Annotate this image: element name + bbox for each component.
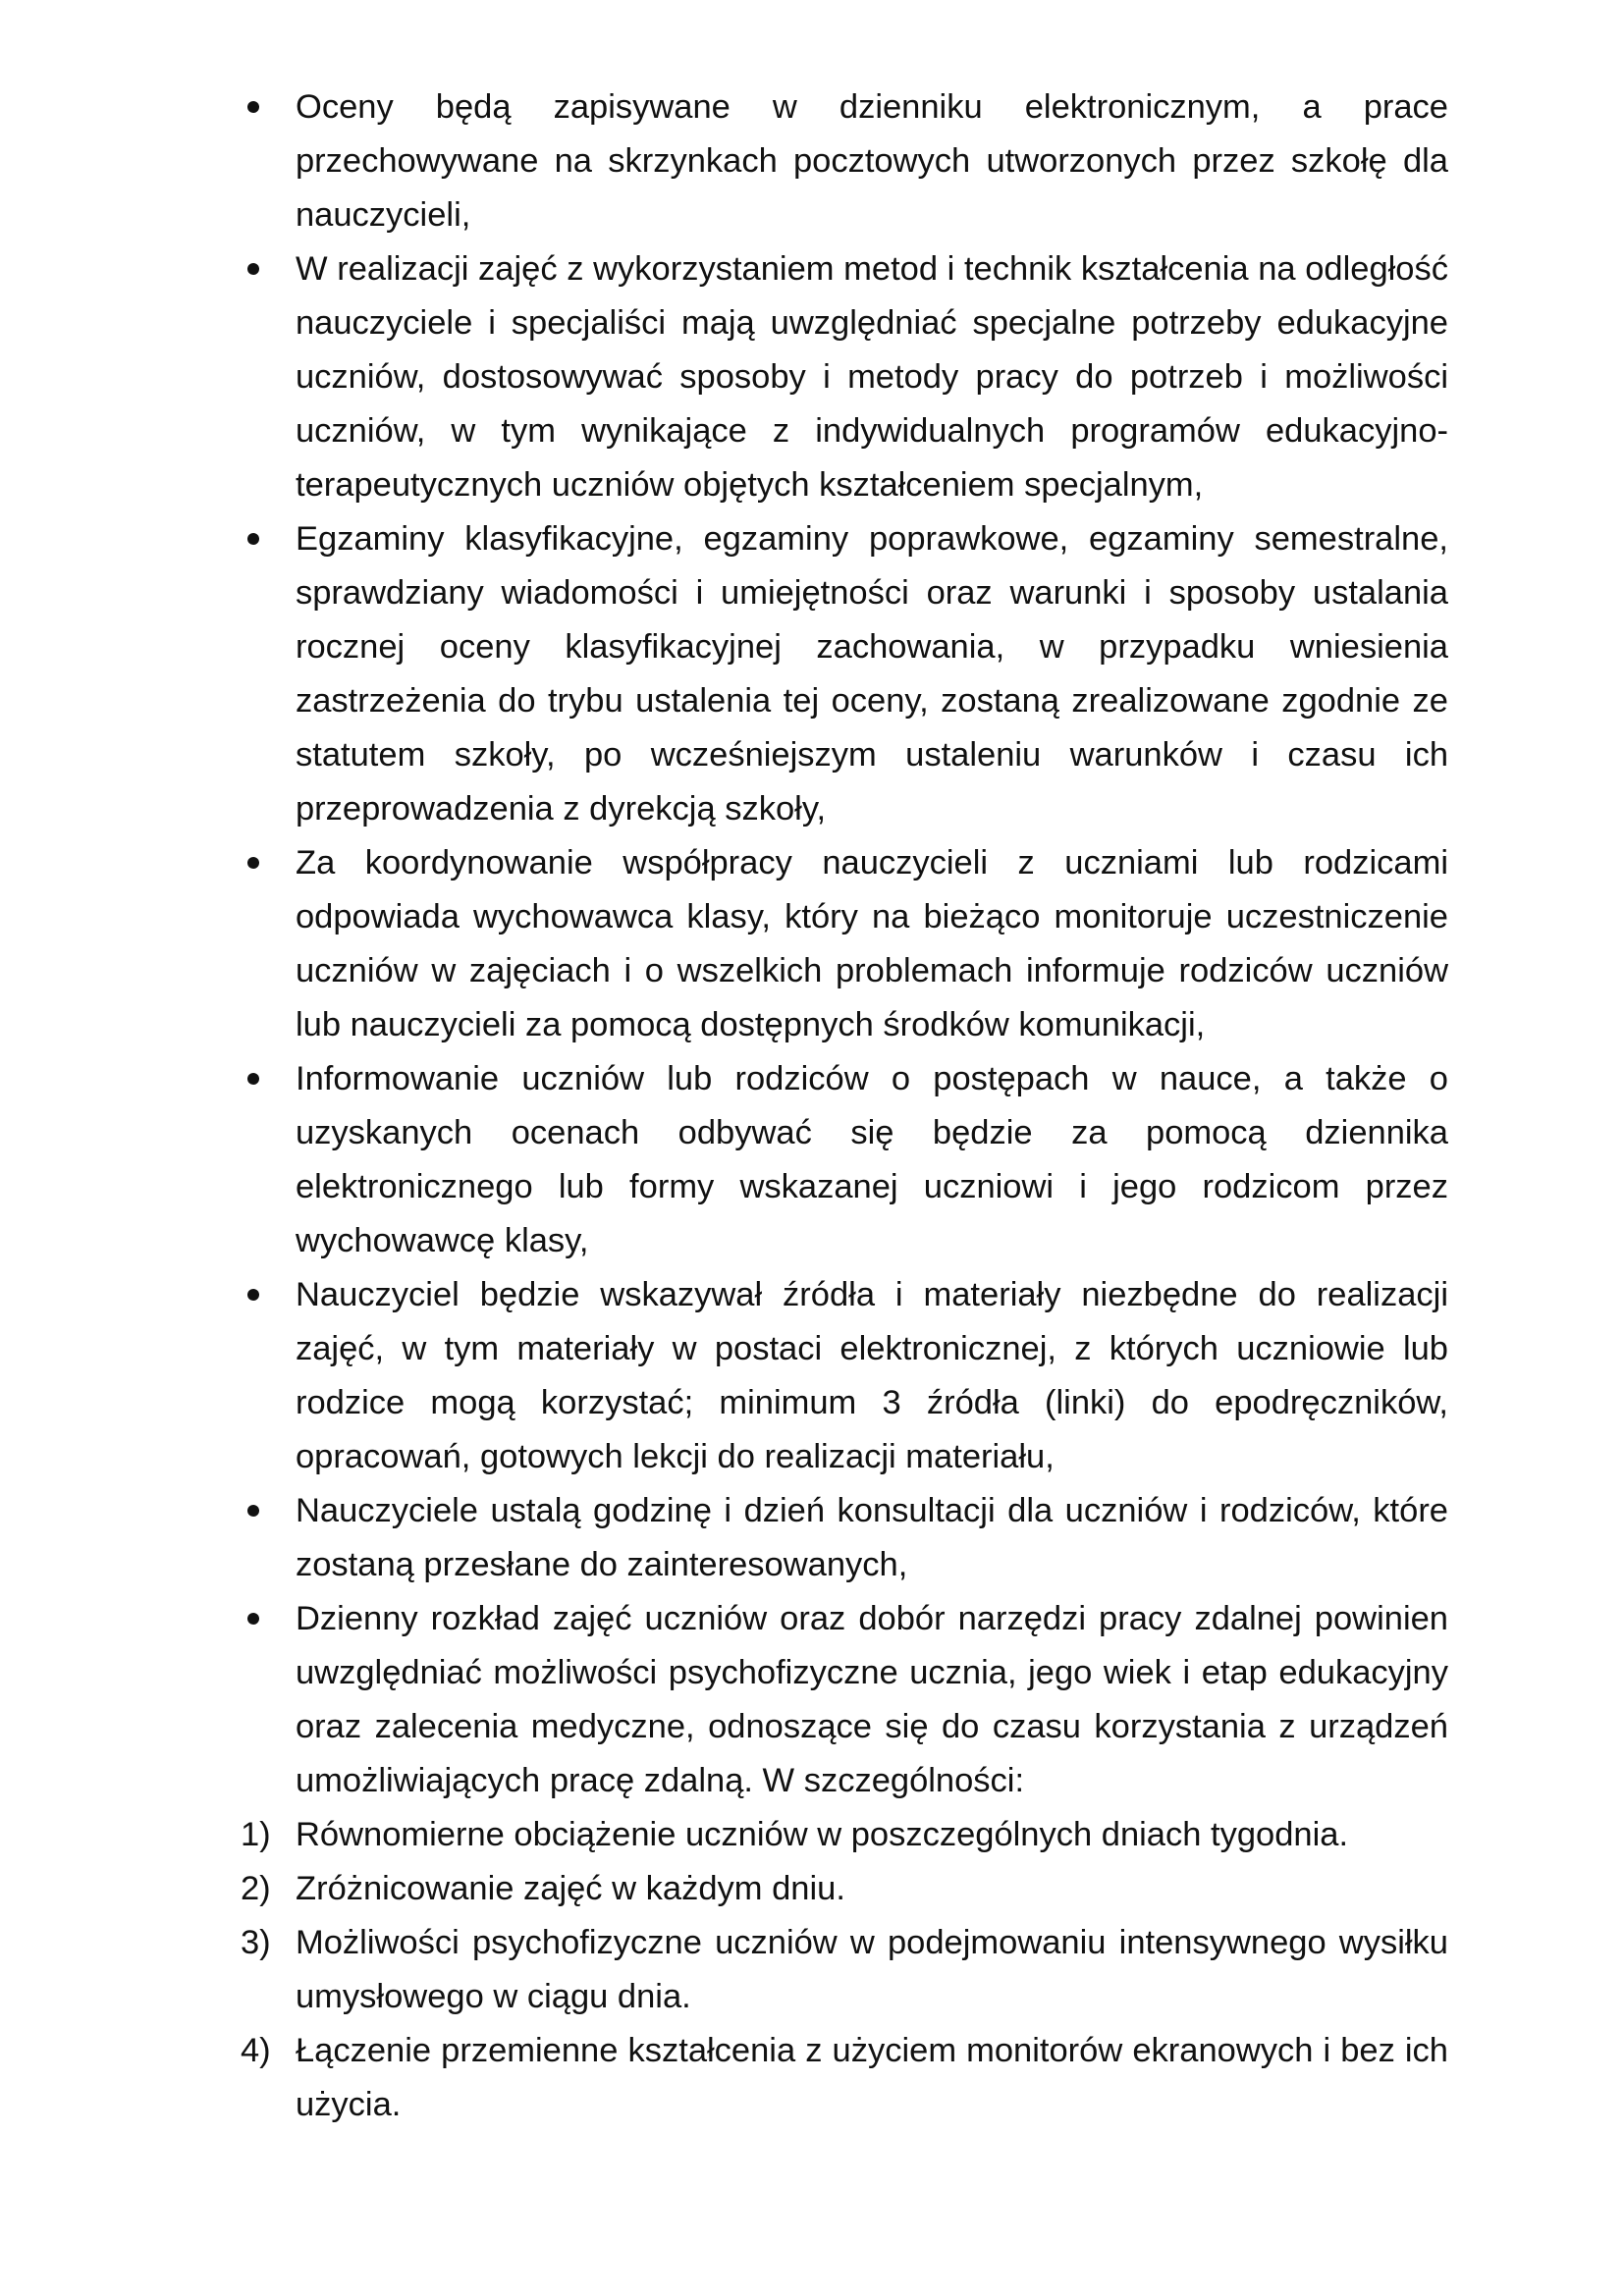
- list-item: [241, 512, 1448, 836]
- bullet-list: [241, 80, 1448, 1808]
- numbered-item: [241, 1808, 1448, 1862]
- bullet-icon: [247, 101, 259, 113]
- list-item-text: Za koordynowanie współpracy nauczycieli z uczniami lub rodzicami odpowiada wychowawca klasy, który na bieżąco monitoruje uczestniczenie uczniów w zajęciach i o wszelkich problemach informuje rodziców uczniów lub nauczycieli za pomocą dostępnych środków komunikacji,: [296, 844, 1448, 1043]
- list-item: [241, 1592, 1448, 1808]
- item-number: 2): [241, 1870, 271, 1907]
- numbered-item-text: Zróżnicowanie zajęć w każdym dniu.: [296, 1870, 845, 1907]
- list-item: [241, 1052, 1448, 1268]
- numbered-item-text: Łączenie przemienne kształcenia z użyciem monitorów ekranowych i bez ich użycia.: [296, 2032, 1448, 2123]
- list-item-text: Oceny będą zapisywane w dzienniku elektronicznym, a prace przechowywane na skrzynkach pocztowych utworzonych przez szkołę dla nauczycieli,: [296, 88, 1448, 234]
- numbered-item: [241, 2024, 1448, 2132]
- list-item: [241, 1484, 1448, 1592]
- bullet-icon: [247, 263, 259, 275]
- bullet-icon: [247, 1289, 259, 1301]
- bullet-icon: [247, 533, 259, 545]
- list-item-text: Dzienny rozkład zajęć uczniów oraz dobór narzędzi pracy zdalnej powinien uwzględniać możliwości psychofizyczne ucznia, jego wiek i etap edukacyjny oraz zalecenia medyczne, odnoszące się do czasu korzystania z urządzeń umożliwiających pracę zdalną. W szczególności:: [296, 1600, 1448, 1799]
- numbered-item-text: Równomierne obciążenie uczniów w poszczególnych dniach tygodnia.: [296, 1816, 1349, 1853]
- list-item-text: Nauczyciele ustalą godzinę i dzień konsultacji dla uczniów i rodziców, które zostaną przesłane do zainteresowanych,: [296, 1492, 1448, 1583]
- list-item: [241, 80, 1448, 242]
- numbered-item: [241, 1862, 1448, 1916]
- list-item-text: W realizacji zajęć z wykorzystaniem metod i technik kształcenia na odległość nauczyciele i specjaliści mają uwzględniać specjalne potrzeby edukacyjne uczniów, dostosowywać sposoby i metody pracy do potrzeb i możliwości uczniów, w tym wynikające z indywidualnych programów edukacyjno-terapeutycznych uczniów objętych kształceniem specjalnym,: [296, 250, 1448, 504]
- bullet-icon: [247, 857, 259, 869]
- bullet-icon: [247, 1613, 259, 1625]
- list-item-text: Nauczyciel będzie wskazywał źródła i materiały niezbędne do realizacji zajęć, w tym materiały w postaci elektronicznej, z których uczniowie lub rodzice mogą korzystać; minimum 3 źródła (linki) do epodręczników, opracowań, gotowych lekcji do realizacji materiału,: [296, 1276, 1448, 1475]
- bullet-icon: [247, 1505, 259, 1517]
- numbered-item-text: Możliwości psychofizyczne uczniów w podejmowaniu intensywnego wysiłku umysłowego w ciągu dnia.: [296, 1924, 1448, 2015]
- document-body: [241, 80, 1448, 2132]
- list-item: [241, 836, 1448, 1052]
- item-number: 4): [241, 2032, 271, 2069]
- list-item-text: Informowanie uczniów lub rodziców o postępach w nauce, a także o uzyskanych ocenach odbywać się będzie za pomocą dziennika elektronicznego lub formy wskazanej uczniowi i jego rodzicom przez wychowawcę klasy,: [296, 1060, 1448, 1259]
- list-item-text: Egzaminy klasyfikacyjne, egzaminy poprawkowe, egzaminy semestralne, sprawdziany wiadomości i umiejętności oraz warunki i sposoby ustalania rocznej oceny klasyfikacyjnej zachowania, w przypadku wniesienia zastrzeżenia do trybu ustalenia tej oceny, zostaną zrealizowane zgodnie ze statutem szkoły, po wcześniejszym ustaleniu warunków i czasu ich przeprowadzenia z dyrekcją szkoły,: [296, 520, 1448, 828]
- item-number: 1): [241, 1816, 271, 1853]
- list-item: [241, 1268, 1448, 1484]
- numbered-list: [241, 1808, 1448, 2132]
- numbered-item: [241, 1916, 1448, 2024]
- bullet-icon: [247, 1073, 259, 1085]
- item-number: 3): [241, 1924, 271, 1961]
- list-item: [241, 242, 1448, 512]
